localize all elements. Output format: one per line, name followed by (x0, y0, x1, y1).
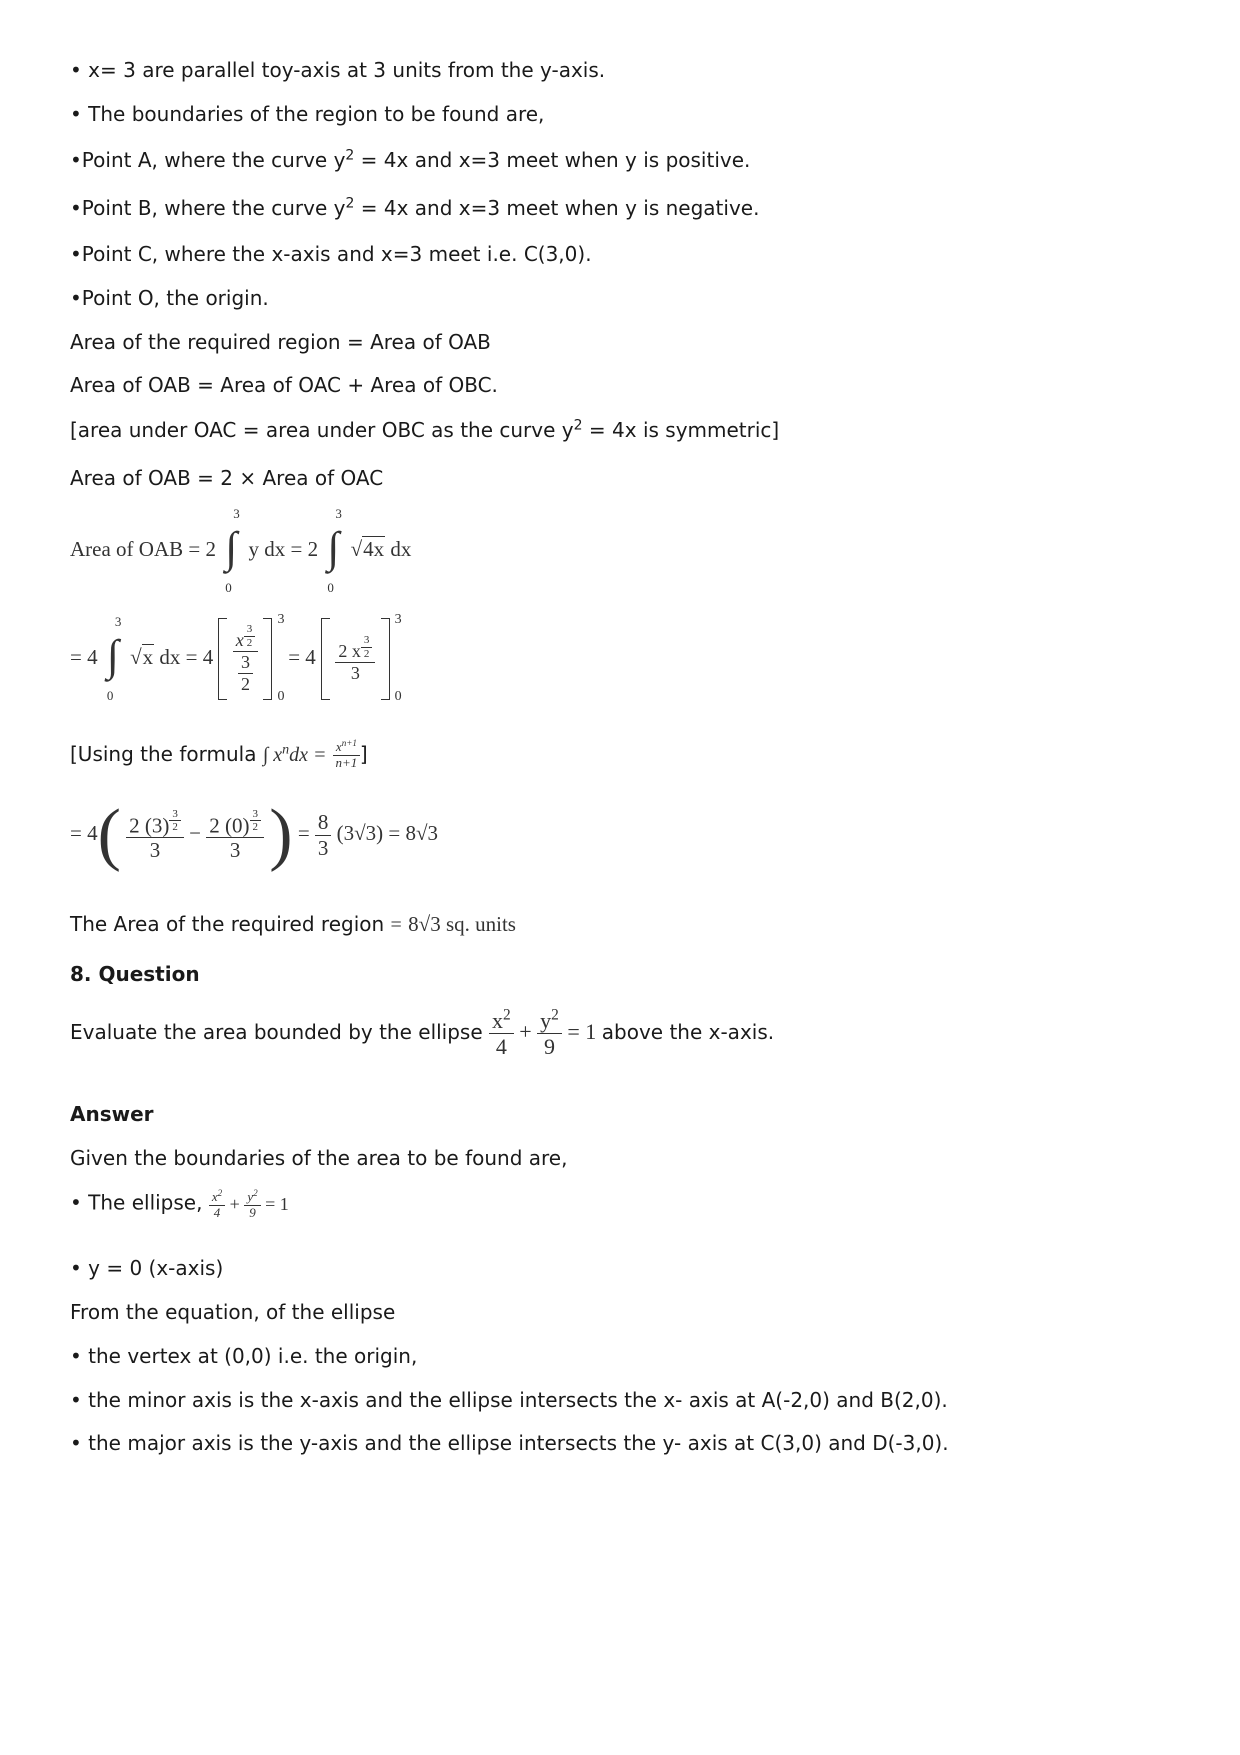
text-line: From the equation, of the ellipse (70, 1300, 396, 1324)
text-line: • the vertex at (0,0) i.e. the origin, (70, 1344, 418, 1368)
text-line: Area of OAB = Area of OAC + Area of OBC. (70, 373, 498, 397)
text-line: •Point A, where the curve $y^2 = 4x$ and x=3 meet when y is positive. (70, 147, 751, 172)
text-line: • the minor axis is the x-axis and the ellipse intersects the x- axis at A(-2,0) and B(2,0). (70, 1388, 948, 1412)
text-line: Given the boundaries of the area to be found are, (70, 1146, 568, 1170)
text-line: •Point O, the origin. (70, 286, 269, 310)
formula-line: [Using the formula ∫ $x^ndx$ = $\frac{x^{n+1}}{n+1}$ ] (70, 738, 368, 770)
question-heading: 8. Question (70, 962, 200, 986)
text-line: • the major axis is the y-axis and the ellipse intersects the y- axis at C(3,0) and D(-3,0). (70, 1431, 949, 1455)
question-text: Evaluate the area bounded by the ellipse $\frac{x^2}{4}$ + $\frac{y^2}{9}$ = 1 above the x-axis. (70, 1006, 775, 1060)
text-line: •Point C, where the x-axis and x=3 meet i.e. C(3,0). (70, 242, 592, 266)
text-line: • The boundaries of the region to be found are, (70, 102, 545, 126)
text-line: Area of OAB = 2 × Area of OAC (70, 466, 384, 490)
equation-evaluation: = 4( 2 (3) $^{\frac{3}{2}}$ 3 − 2 (0) $^{\frac{3}{2}}$ 3 ) = $\frac{8}{3}$ (3√3) = 8√3 (70, 796, 439, 873)
text-line: • The ellipse, $\frac{x^2}{4}$ + $\frac{y^2}{9}$ = 1 (70, 1188, 289, 1220)
text-line: Area of the required region = Area of OAB (70, 330, 491, 354)
text-line: [area under OAC = area under OBC as the curve $y^2 = 4x$ is symmetric] (70, 417, 780, 442)
equation-integral-steps: = 4 3 ∫ 0 √x dx = 4 x $^{\frac{3}{2}}$ $\frac{3}{2}$ 3 0 = 4 2 x $^{\frac{3}{2}}$ 3 3 0 (70, 612, 402, 705)
result-line: The Area of the required region = 8√3 sq. units (70, 912, 516, 936)
text-line: • y = 0 (x-axis) (70, 1256, 224, 1280)
equation-area-oab: Area of OAB = 2 3 ∫ 0 y dx = 2 3 ∫ 0 √4x dx (70, 506, 412, 596)
answer-heading: Answer (70, 1102, 154, 1126)
text-line: •Point B, where the curve $y^2 = 4x$ and x=3 meet when y is negative. (70, 195, 760, 220)
text-line: • x= 3 are parallel toy-axis at 3 units from the y-axis. (70, 58, 606, 82)
